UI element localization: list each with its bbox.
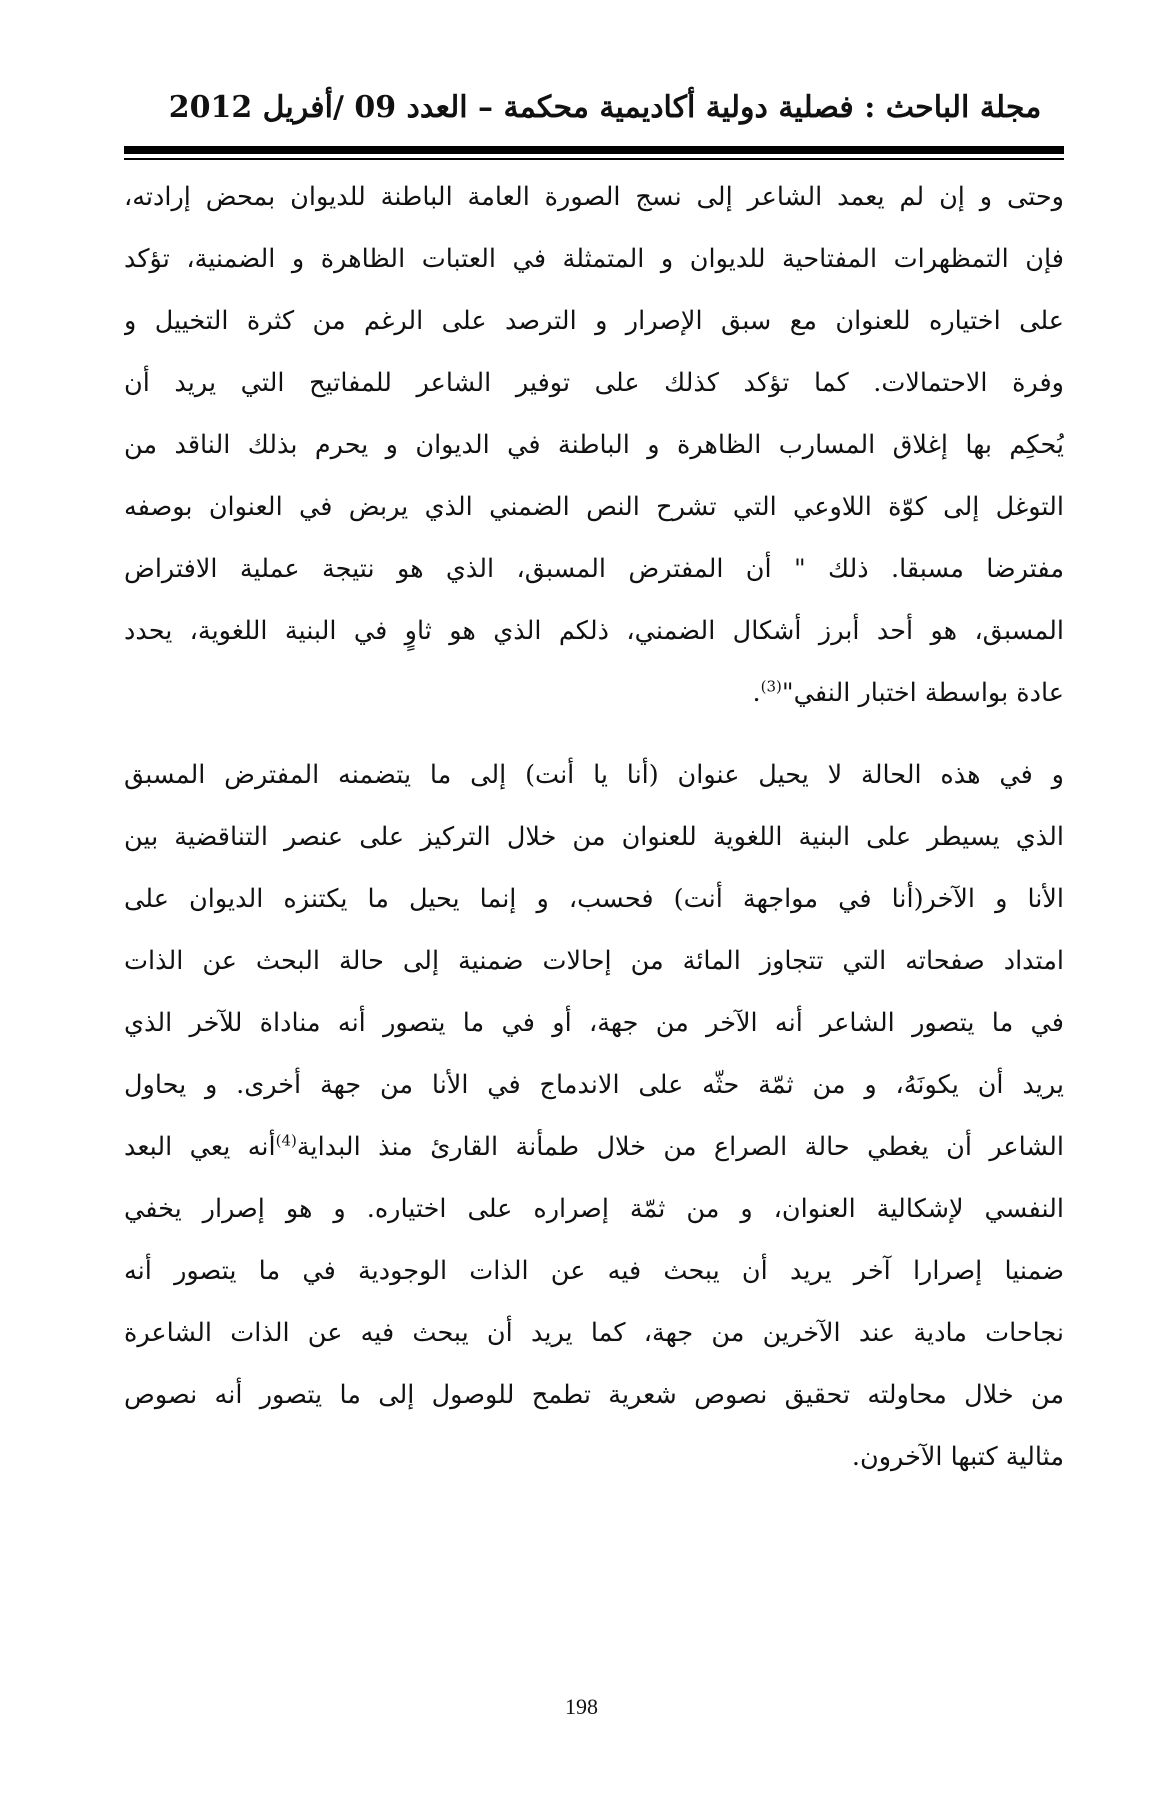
text-line: وفرة الاحتمالات. كما تؤكد كذلك على توفير الشاعر للمفاتيح التي يريد أن	[124, 368, 1064, 398]
footnote-ref-3: (3)	[760, 677, 782, 696]
text-line: ضمنيا إصرارا آخر يريد أن يبحث فيه عن الذات الوجودية في ما يتصور أنه	[124, 1256, 1064, 1286]
paragraph-2	[124, 744, 1064, 1488]
paragraph-gap	[124, 724, 1064, 744]
page-number: 198	[565, 1694, 598, 1719]
text-line-last	[124, 662, 1064, 724]
text-line: مفترضا مسبقا. ذلك " أن المفترض المسبق، الذي هو نتيجة عملية الافتراض	[124, 554, 1064, 584]
text-line: على اختياره للعنوان مع سبق الإصرار و الترصد على الرغم من كثرة التخييل و	[124, 306, 1064, 336]
text-line: فإن التمظهرات المفتاحية للديوان و المتمثلة في العتبات الظاهرة و الضمنية، تؤكد	[124, 244, 1064, 274]
article-body	[124, 166, 1064, 1488]
text-line: وحتى و إن لم يعمد الشاعر إلى نسج الصورة العامة الباطنة للديوان بمحض إرادته،	[124, 182, 1064, 212]
text-line: في ما يتصور الشاعر أنه الآخر من جهة، أو في ما يتصور أنه مناداة للآخر الذي	[124, 1008, 1064, 1038]
text-line: امتداد صفحاته التي تتجاوز المائة من إحالات ضمنية إلى حالة البحث عن الذات	[124, 946, 1064, 976]
text-line-with-footnote	[124, 1116, 1064, 1178]
paragraph-1	[124, 166, 1064, 724]
text-line: الذي يسيطر على البنية اللغوية للعنوان من خلال التركيز على عنصر التناقضية بين	[124, 822, 1064, 852]
text-line: و في هذه الحالة لا يحيل عنوان (أنا يا أنت) إلى ما يتضمنه المفترض المسبق	[124, 760, 1064, 790]
text-line: المسبق، هو أحد أبرز أشكال الضمني، ذلكم الذي هو ثاوٍ في البنية اللغوية، يحدد	[124, 616, 1064, 646]
text-line: نجاحات مادية عند الآخرين من جهة، كما يريد أن يبحث فيه عن الذات الشاعرة	[124, 1318, 1064, 1348]
quote-end-text: عادة بواسطة اختبار النفي"	[781, 678, 1064, 708]
text-line: النفسي لإشكالية العنوان، و من ثمّة إصراره على اختياره. و هو إصرار يخفي	[124, 1194, 1064, 1224]
journal-header: مجلة الباحث : فصلية دولية أكاديمية محكمة – العدد 09 /أفريل 2012	[168, 90, 1042, 125]
line-text-after: أنه يعي البعد	[124, 1132, 276, 1162]
text-line: التوغل إلى كوّة اللاوعي التي تشرح النص الضمني الذي يربض في العنوان بوصفه	[124, 492, 1064, 522]
header-rule-thin	[124, 158, 1064, 160]
line-text-before: الشاعر أن يغطي حالة الصراع من خلال طمأنة القارئ منذ البداية	[296, 1132, 1064, 1162]
text-line: من خلال محاولته تحقيق نصوص شعرية تطمح للوصول إلى ما يتصور أنه نصوص	[124, 1380, 1064, 1410]
footnote-ref-4: (4)	[275, 1131, 297, 1150]
text-line-last: مثالية كتبها الآخرون.	[851, 1442, 1064, 1472]
header-rule	[124, 146, 1064, 154]
text-line: يُحكِم بها إغلاق المسارب الظاهرة و الباطنة في الديوان و يحرم بذلك الناقد من	[124, 430, 1064, 460]
text-line: الأنا و الآخر(أنا في مواجهة أنت) فحسب، و إنما يحيل ما يكتنزه الديوان على	[124, 884, 1064, 914]
sentence-end: .	[752, 678, 761, 708]
text-line: يريد أن يكونَهُ، و من ثمّة حثّه على الاندماج في الأنا من جهة أخرى. و يحاول	[124, 1070, 1064, 1100]
